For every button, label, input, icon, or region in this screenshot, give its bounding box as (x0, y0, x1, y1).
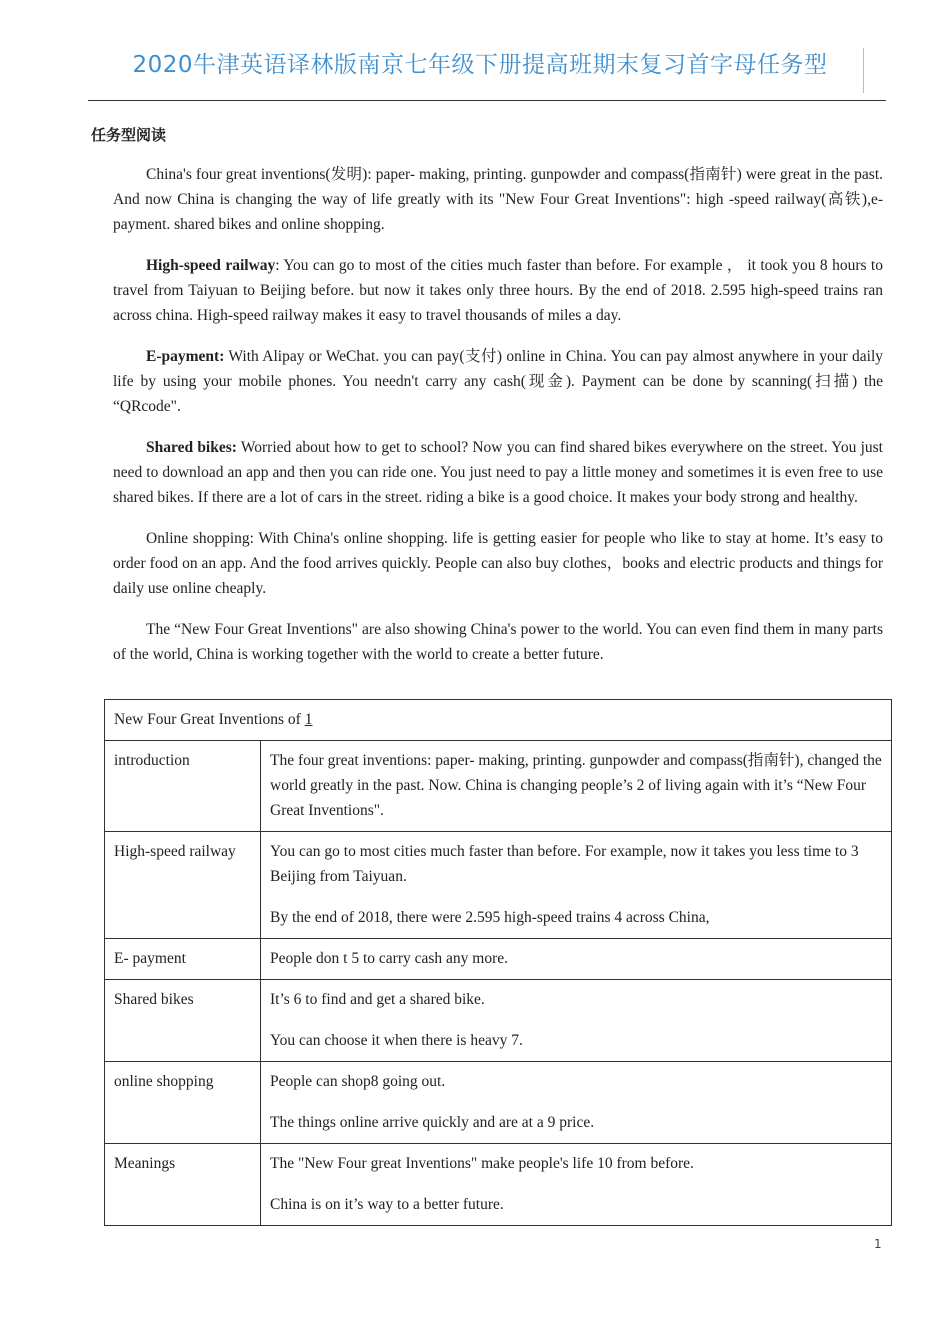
row-content (261, 939, 892, 980)
row-content (261, 980, 892, 1062)
railway-text: : You can go to most of the cities much faster than before. For example ， it took you 8 hours to travel from Taiyuan to Beijing before. but now it takes only three hours. By the end of 2018. 2.595 high-speed trains ran across china. High-speed railway makes it easy to travel thousands of miles a day. (113, 257, 883, 324)
row-line: China is on it’s way to a better future. (270, 1196, 504, 1213)
passage-paragraph-shopping: Online shopping: With China's online shopping. life is getting easier for people who like to stay at home. It’s easy to order food on an app. And the food arrives quickly. People can also buy clothes，books and electric products and things for daily use online cheaply. (113, 530, 883, 597)
row-content (261, 832, 892, 939)
row-line: You can go to most cities much faster than before. For example, now it takes you less time to 3 Beijing from Taiyuan. (270, 843, 859, 885)
row-line: People can shop8 going out. (270, 1073, 446, 1090)
row-label: Shared bikes (105, 980, 261, 1062)
table-header-cell (105, 700, 892, 741)
passage-paragraph-railway (113, 253, 883, 328)
document-title: 2020牛津英语译林版南京七年级下册提高班期末复习首字母任务型 (132, 52, 828, 78)
table-header-row (105, 700, 892, 741)
header-divider (88, 100, 886, 101)
payment-text: With Alipay or WeChat. you can pay(支付) online in China. You can pay almost anywhere in your daily life by using your mobile phones. You needn't carry any cash(现金). Payment can be done by scanning(扫描) the “QRcode". (113, 348, 883, 415)
table-row (105, 832, 892, 939)
railway-label: High-speed railway (146, 257, 276, 274)
table-row (105, 741, 892, 832)
row-content (261, 1062, 892, 1144)
table-row (105, 1062, 892, 1144)
row-label: E- payment (105, 939, 261, 980)
row-line: It’s 6 to find and get a shared bike. (270, 991, 485, 1008)
answer-blank-1: 1 (304, 711, 313, 728)
row-label: introduction (105, 741, 261, 832)
payment-label: E-payment: (146, 348, 225, 365)
page-number: 1 (874, 1237, 882, 1251)
row-content (261, 1144, 892, 1226)
section-heading: 任务型阅读 (91, 126, 167, 144)
passage-paragraph-intro: China's four great inventions(发明): paper- making, printing. gunpowder and compass(指南针) were great in the past. And now China is changing the way of life greatly with its "New Four Great Inventions": high -speed railway(高铁),e- payment. shared bikes and online shopping. (113, 166, 883, 233)
row-line: The "New Four great Inventions" make people's life 10 from before. (270, 1155, 694, 1172)
summary-table (104, 699, 892, 1226)
row-label: Meanings (105, 1144, 261, 1226)
row-line: You can choose it when there is heavy 7. (270, 1032, 523, 1049)
row-line: By the end of 2018, there were 2.595 high-speed trains 4 across China, (270, 909, 710, 926)
bikes-text: Worried about how to get to school? Now you can find shared bikes everywhere on the street. You just need to download an app and then you can ride one. You just need to pay a little money and sometimes it is even free to use shared bikes. If there are a lot of cars in the street. riding a bike is a good choice. It makes your body strong and healthy. (113, 439, 883, 506)
row-line: The things online arrive quickly and are at a 9 price. (270, 1114, 595, 1131)
row-line: The four great inventions: paper- making, printing. gunpowder and compass(指南针), changed the world greatly in the past. Now. China is changing people’s 2 of living again with it’s “New Four Great Inventions". (270, 752, 882, 819)
row-label: online shopping (105, 1062, 261, 1144)
table-row (105, 1144, 892, 1226)
passage-paragraph-bikes (113, 435, 883, 510)
bikes-label: Shared bikes: (146, 439, 237, 456)
table-header-text: New Four Great Inventions of (114, 711, 301, 728)
table-row (105, 980, 892, 1062)
table-row (105, 939, 892, 980)
row-line: People don t 5 to carry cash any more. (270, 950, 509, 967)
header-margin-mark (863, 48, 864, 93)
passage-paragraph-conclusion: The “New Four Great Inventions" are also showing China's power to the world. You can even find them in many parts of the world, China is working together with the world to create a better future. (113, 621, 883, 663)
row-content (261, 741, 892, 832)
reading-passage (113, 162, 883, 683)
passage-paragraph-payment (113, 344, 883, 419)
row-label: High-speed railway (105, 832, 261, 939)
